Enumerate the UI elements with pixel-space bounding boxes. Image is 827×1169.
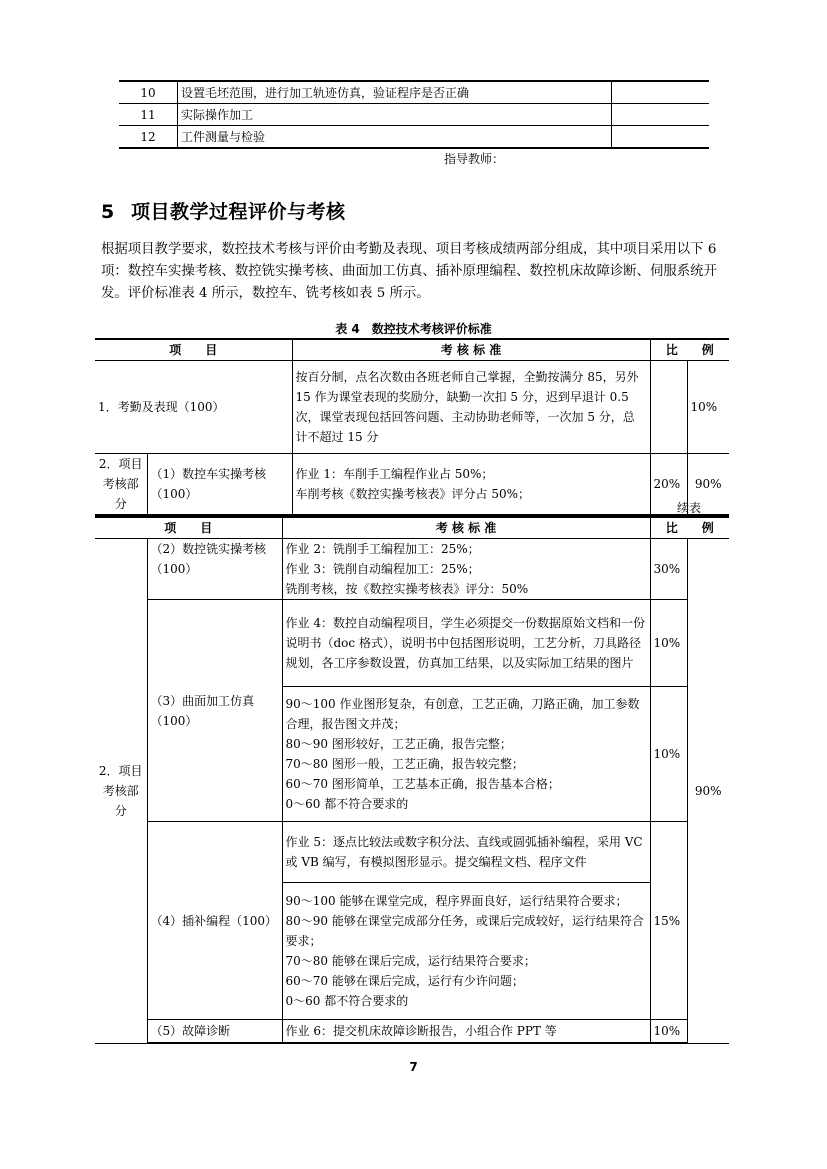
grade-line: 70～80 图形一般，工艺正确，报告较完整； xyxy=(285,757,524,771)
header-item: 项 目 xyxy=(95,517,282,539)
surface-task: 作业 4：数控自动编程项目，学生必须提交一份数据原始文档和一份说明书（doc 格式），说明书中包括图形说明，工艺分析，刀具路径规划，各工序参数设置，仿真加工结果，以及实际加工结果的图片 xyxy=(282,600,650,687)
car-ratio: 20% xyxy=(650,454,687,516)
header-standard: 考 核 标 准 xyxy=(282,517,650,539)
attendance-item: 1．考勤及表现（100） xyxy=(95,361,292,454)
surface-grades xyxy=(282,687,650,822)
attendance-empty xyxy=(650,361,687,454)
fault-task: 作业 6：提交机床故障诊断报告，小组合作 PPT 等 xyxy=(282,1020,650,1044)
row-text: 设置毛坯范围，进行加工轨迹仿真，验证程序是否正确 xyxy=(178,81,612,104)
table-row xyxy=(95,539,729,600)
grade-line: 60～70 图形简单，工艺基本正确，报告基本合格； xyxy=(285,777,560,791)
table-row xyxy=(95,454,729,516)
instructor-label: 指导教师： xyxy=(444,152,505,166)
row-number: 11 xyxy=(119,104,178,126)
grade-line: 0～60 都不符合要求的 xyxy=(285,994,409,1008)
row-text: 工件测量与检验 xyxy=(178,126,612,149)
fault-sub-item: （5）故障诊断 xyxy=(147,1020,282,1044)
attendance-standard: 按百分制，点名次数由各班老师自己掌握，全勤按满分 85，另外 15 作为课堂表现的奖励分，缺勤一次扣 5 分，迟到早退计 0.5 次，课堂表现包括回答问题、主动协助老师等，一次加 5 分，总计不超过 15 分 xyxy=(292,361,650,454)
standard-line: 作业 3：铣削自动编程加工：25%； xyxy=(285,562,480,576)
grade-line: 60～70 能够在课后完成，运行有少许问题； xyxy=(285,974,524,988)
row-extra xyxy=(612,104,710,126)
table-row xyxy=(119,104,709,126)
grade-line: 0～60 都不符合要求的 xyxy=(285,797,409,811)
table-row xyxy=(95,1020,729,1044)
grade-line: 90～100 作业图形复杂，有创意，工艺正确，刀路正确，加工参数合理，报告图文并茂； xyxy=(285,697,640,731)
section-heading xyxy=(101,197,346,224)
car-standard xyxy=(292,454,650,516)
evaluation-standard-table xyxy=(95,338,729,516)
group-ratio: 90% xyxy=(687,539,729,1044)
header-standard: 考 核 标 准 xyxy=(292,339,650,361)
continuation-label: 续表 xyxy=(677,501,702,515)
group-item: 2．项目考核部分 xyxy=(95,539,147,1044)
table-header-row xyxy=(95,517,729,539)
standard-line: 车削考核《数控实操考核表》评分占 50%； xyxy=(295,487,530,501)
standard-line: 作业 1：车削手工编程作业占 50%； xyxy=(295,467,494,481)
interpolation-grades xyxy=(282,883,650,1020)
table-header-row xyxy=(95,339,729,361)
project-item: 2．项目考核部分 xyxy=(95,454,147,516)
surface-sub-item: （3）曲面加工仿真（100） xyxy=(147,600,282,822)
section-paragraph: 根据项目教学要求，数控技术考核与评价由考勤及表现、项目考核成绩两部分组成，其中项目采用以下 6 项：数控车实操考核、数控铣实操考核、曲面加工仿真、插补原理编程、数控机床故障诊断、伺服系统开发。评价标准表 4 所示，数控车、铣考核如表 5 所示。 xyxy=(101,242,717,301)
table4-caption: 表 4 数控技术考核评价标准 xyxy=(335,322,492,336)
top-process-table xyxy=(119,80,709,149)
surface-grades-ratio: 10% xyxy=(650,687,687,822)
section-title: 项目教学过程评价与考核 xyxy=(131,201,346,223)
header-ratio: 比 例 xyxy=(650,339,729,361)
row-text: 实际操作加工 xyxy=(178,104,612,126)
table-row xyxy=(95,822,729,883)
attendance-ratio: 10% xyxy=(687,361,729,454)
interpolation-task: 作业 5：逐点比较法或数字积分法、直线或圆弧插补编程，采用 VC 或 VB 编写，有模拟图形显示。提交编程文档、程序文件 xyxy=(282,822,650,883)
table-row xyxy=(95,361,729,454)
grade-line: 70～80 能够在课后完成，运行结果符合要求； xyxy=(285,954,536,968)
page-number: 7 xyxy=(409,1060,418,1074)
grade-line: 80～90 图形较好，工艺正确，报告完整； xyxy=(285,737,512,751)
interpolation-ratio: 15% xyxy=(650,822,687,1020)
table-row xyxy=(119,81,709,104)
milling-standard xyxy=(282,539,650,600)
grade-line: 90～100 能够在课堂完成，程序界面良好，运行结果符合要求； xyxy=(285,894,628,908)
grade-line: 80～90 能够在课堂完成部分任务，或课后完成较好，运行结果符合要求； xyxy=(285,914,644,948)
standard-line: 作业 2：铣削手工编程加工：25%； xyxy=(285,542,480,556)
fault-ratio: 10% xyxy=(650,1020,687,1044)
milling-ratio: 30% xyxy=(650,539,687,600)
header-item: 项 目 xyxy=(95,339,292,361)
project-ratio: 90% xyxy=(687,454,729,516)
row-number: 12 xyxy=(119,126,178,149)
interpolation-sub-item: （4）插补编程（100） xyxy=(147,822,282,1020)
header-ratio: 比 例 xyxy=(650,517,729,539)
row-number: 10 xyxy=(119,81,178,104)
row-extra xyxy=(612,126,710,149)
section-number: 5 xyxy=(101,201,115,223)
surface-task-ratio: 10% xyxy=(650,600,687,687)
table-row xyxy=(119,126,709,149)
row-extra xyxy=(612,81,710,104)
evaluation-standard-table-continued xyxy=(95,516,729,1044)
milling-sub-item: （2）数控铣实操考核（100） xyxy=(147,539,282,600)
table-row xyxy=(95,600,729,687)
standard-line: 铣削考核，按《数控实操考核表》评分：50% xyxy=(285,582,529,596)
car-sub-item: （1）数控车实操考核（100） xyxy=(147,454,292,516)
